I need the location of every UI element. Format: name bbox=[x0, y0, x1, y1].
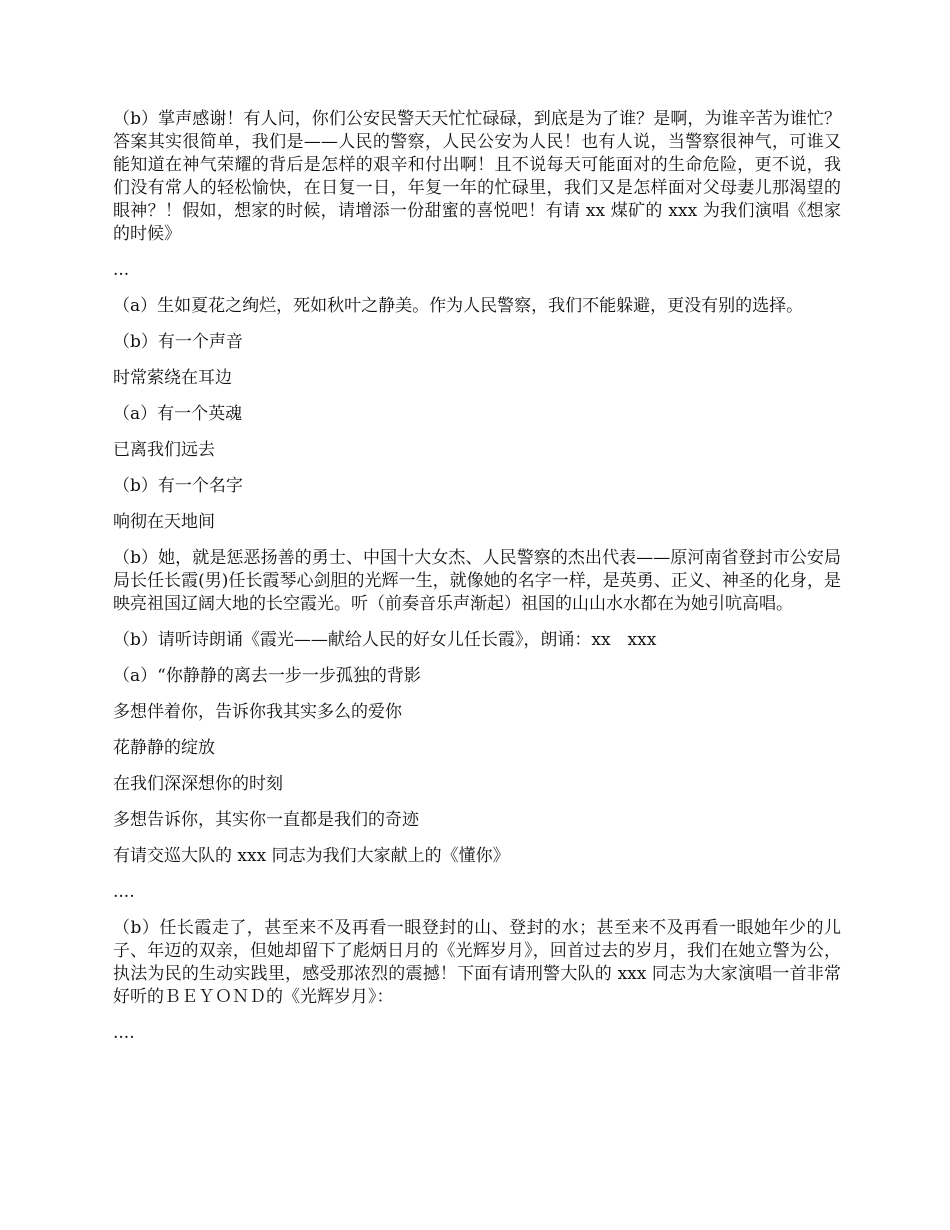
paragraph-ears: 时常萦绕在耳边 bbox=[113, 368, 232, 388]
document-page bbox=[113, 108, 841, 1058]
paragraph-ellipsis: ... bbox=[113, 260, 130, 280]
paragraph-poem-line-3: 花静静的绽放 bbox=[113, 738, 215, 758]
paragraph-intro-thanks: （b）掌声感谢！有人问，你们公安民警天天忙忙碌碌，到底是为了谁？是啊，为谁辛苦为谁忙？答案其实很简单，我们是——人民的警察，人民公安为人民！也有人说，当警察很神气，可谁又能知道在神气荣耀的背后是怎样的艰辛和付出啊！且不说每天可能面对的生命危险，更不说，我们没有常人的轻松愉快，在日复一日，年复一年的忙碌里，我们又是怎样面对父母妻儿那渴望的眼神？！假如，想家的时候，请增添一份甜蜜的喜悦吧！有请 xx 煤矿的 xxx 为我们演唱《想家的时候》 bbox=[113, 109, 841, 244]
paragraph-gone: 已离我们远去 bbox=[113, 440, 215, 460]
paragraph-ellipsis-2: .... bbox=[113, 882, 135, 902]
paragraph-glorious-years: （b）任长霞走了，甚至来不及再看一眼登封的山、登封的水；甚至来不及再看一眼她年少的儿子、年迈的双亲，但她却留下了彪炳日月的《光辉岁月》，回首过去的岁月，我们在她立警为公，执法为民的生动实践里，感受那浓烈的震撼！下面有请刑警大队的 xxx 同志为大家演唱一首非常好听的ＢＥＹＯＮＤ的《光辉岁月》： bbox=[113, 918, 841, 1007]
paragraph-a-voice: （b）有一个声音 bbox=[113, 332, 243, 352]
paragraph-resounds: 响彻在天地间 bbox=[113, 512, 215, 532]
paragraph-poem-line-5: 多想告诉你，其实你一直都是我们的奇迹 bbox=[113, 810, 419, 830]
paragraph-poem-line-4: 在我们深深想你的时刻 bbox=[113, 774, 283, 794]
paragraph-a-soul: （a）有一个英魂 bbox=[113, 404, 243, 424]
paragraph-ellipsis-3: .... bbox=[113, 1023, 135, 1043]
paragraph-poem-line-2: 多想伴着你，告诉你我其实多么的爱你 bbox=[113, 702, 402, 722]
paragraph-poem-line-1: （a）“你静静的离去一步一步孤独的背影 bbox=[113, 666, 421, 686]
paragraph-poem-recital: （b）请听诗朗诵《霞光——献给人民的好女儿任长霞》，朗诵：xx xxx bbox=[113, 630, 657, 650]
paragraph-summer-flowers: （a）生如夏花之绚烂，死如秋叶之静美。作为人民警察，我们不能躲避，更没有别的选择。 bbox=[113, 296, 804, 316]
paragraph-ren-changxia: （b）她，就是惩恶扬善的勇士、中国十大女杰、人民警察的杰出代表——原河南省登封市公安局局长任长霞(男)任长霞琴心剑胆的光辉一生，就像她的名字一样，是英勇、正义、神圣的化身，是映亮祖国辽阔大地的长空霞光。听（前奏音乐声渐起）祖国的山山水水都在为她引吭高唱。 bbox=[113, 548, 841, 614]
paragraph-invite-traffic: 有请交巡大队的 xxx 同志为我们大家献上的《懂你》 bbox=[113, 846, 510, 866]
paragraph-a-name: （b）有一个名字 bbox=[113, 476, 243, 496]
